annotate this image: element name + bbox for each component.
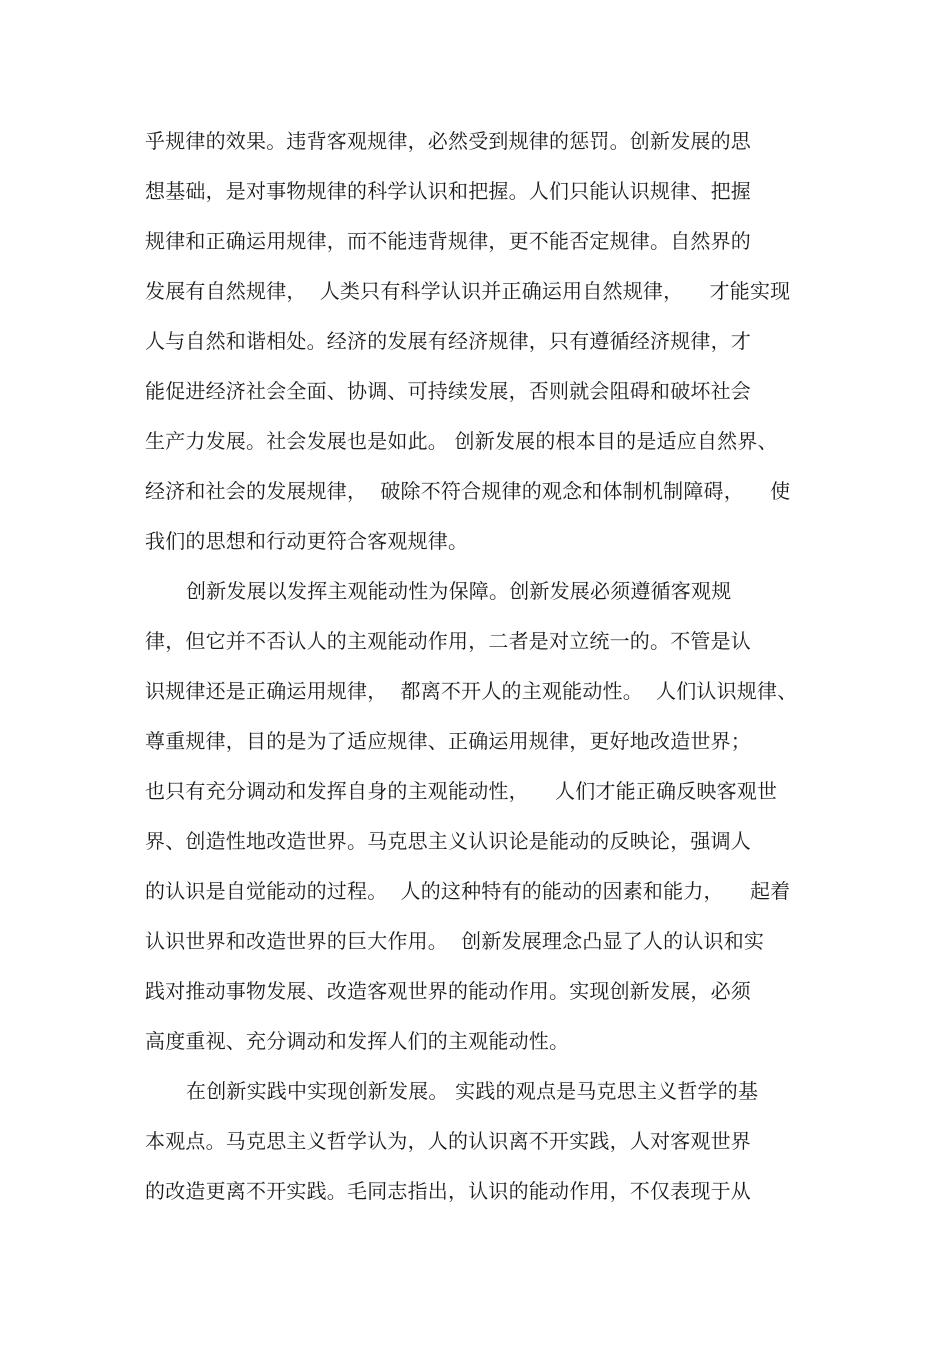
text-line-12: 识规律还是正确运用规律， 都离不开人的主观能动性。 人们认识规律、: [145, 679, 798, 703]
text-line-16: 的认识是自觉能动的过程。 人的这种特有的能动的因素和能力， 起着: [145, 879, 791, 903]
text-line-2: 想基础，是对事物规律的科学认识和把握。人们只能认识规律、把握: [145, 179, 751, 203]
text-line-17: 认识世界和改造世界的巨大作用。 创新发展理念凸显了人的认识和实: [145, 929, 765, 953]
text-line-6: 能促进经济社会全面、协调、可持续发展，否则就会阻碍和破坏社会: [145, 379, 751, 403]
text-line-21: 本观点。马克思主义哲学认为，人的认识离不开实践，人对客观世界: [145, 1129, 751, 1153]
text-line-9: 我们的思想和行动更符合客观规律。: [145, 529, 469, 553]
text-line-11: 律，但它并不否认人的主观能动作用，二者是对立统一的。不管是认: [145, 629, 751, 653]
text-line-3: 规律和正确运用规律，而不能违背规律，更不能否定规律。自然界的: [145, 229, 751, 253]
paragraph-3-first-line: 在创新实践中实现创新发展。 实践的观点是马克思主义哲学的基: [186, 1079, 759, 1103]
text-line-13: 尊重规律，目的是为了适应规律、正确运用规律，更好地改造世界；: [145, 729, 751, 753]
text-line-19: 高度重视、充分调动和发挥人们的主观能动性。: [145, 1029, 570, 1053]
text-line-15: 界、创造性地改造世界。马克思主义认识论是能动的反映论，强调人: [145, 829, 751, 853]
text-line-4: 发展有自然规律， 人类只有科学认识并正确运用自然规律， 才能实现: [145, 279, 791, 303]
text-line-5: 人与自然和谐相处。经济的发展有经济规律，只有遵循经济规律，才: [145, 329, 751, 353]
text-line-7: 生产力发展。社会发展也是如此。 创新发展的根本目的是适应自然界、: [145, 429, 778, 453]
text-line-14: 也只有充分调动和发挥自身的主观能动性， 人们才能正确反映客观世: [145, 779, 778, 803]
text-line-22: 的改造更离不开实践。毛同志指出，认识的能动作用，不仅表现于从: [145, 1179, 751, 1203]
text-line-8: 经济和社会的发展规律， 破除不符合规律的观念和体制机制障碍， 使: [145, 479, 791, 503]
paragraph-2-first-line: 创新发展以发挥主观能动性为保障。创新发展必须遵循客观规: [186, 579, 732, 603]
text-line-18: 践对推动事物发展、改造客观世界的能动作用。实现创新发展，必须: [145, 979, 751, 1003]
text-line-1: 乎规律的效果。违背客观规律，必然受到规律的惩罚。创新发展的思: [145, 129, 751, 153]
